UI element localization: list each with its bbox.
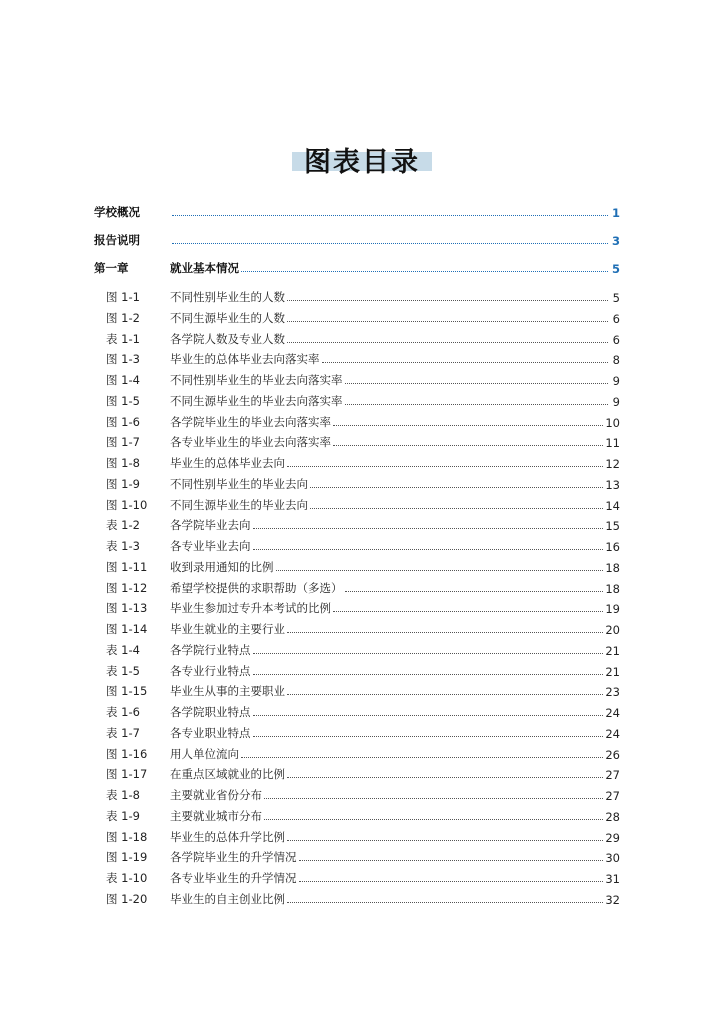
toc-entry[interactable] (94, 430, 620, 450)
toc-entry[interactable] (94, 347, 620, 367)
toc-entry[interactable] (94, 742, 620, 762)
toc-entry[interactable] (94, 845, 620, 865)
toc-entry-label: 表 1-4 (106, 643, 140, 657)
toc-entry-title: 用人单位流向 (170, 747, 239, 761)
toc-entry-page: 32 (605, 893, 620, 907)
toc-entry[interactable] (94, 493, 620, 513)
toc-entry-page: 19 (605, 602, 620, 616)
toc-entry-page: 5 (612, 291, 620, 305)
toc-entry-page: 5 (611, 262, 620, 276)
toc-entry-page: 28 (605, 810, 620, 824)
toc-section-entry[interactable] (94, 228, 620, 248)
toc-entry-label: 学校概况 (94, 205, 140, 219)
toc-entry[interactable] (94, 721, 620, 741)
toc-entry[interactable] (94, 327, 620, 347)
dot-leader (345, 591, 604, 592)
toc-entry-label: 表 1-10 (106, 871, 148, 885)
toc-entry-page: 6 (612, 333, 620, 347)
toc-entry-label: 图 1-2 (106, 311, 140, 325)
page-title-text: 图表目录 (304, 147, 420, 178)
toc-entry-page: 12 (605, 457, 620, 471)
toc-entry[interactable] (94, 513, 620, 533)
dot-leader (287, 840, 603, 841)
dot-leader (345, 383, 609, 384)
toc-entry-title: 毕业生的自主创业比例 (170, 892, 285, 906)
toc-entry-title: 毕业生的总体毕业去向落实率 (170, 352, 320, 366)
toc-entry[interactable] (94, 866, 620, 886)
toc-entry-title: 主要就业省份分布 (170, 788, 262, 802)
toc-entry-label: 图 1-3 (106, 352, 140, 366)
dot-leader (253, 715, 604, 716)
toc-entry-title: 各学院毕业生的升学情况 (170, 850, 297, 864)
toc-entry-page: 31 (605, 872, 620, 886)
toc-entry[interactable] (94, 389, 620, 409)
toc-entry-label: 表 1-2 (106, 518, 140, 532)
toc-entry-title: 各专业职业特点 (170, 726, 251, 740)
toc-entry-page: 29 (605, 831, 620, 845)
toc-entry-label: 图 1-20 (106, 892, 148, 906)
toc-entry-page: 15 (605, 519, 620, 533)
toc-entry-page: 18 (605, 582, 620, 596)
dot-leader (287, 694, 603, 695)
toc-section-entry[interactable] (94, 200, 620, 220)
toc-entry-page: 21 (605, 665, 620, 679)
toc-entry[interactable] (94, 451, 620, 471)
toc-entry[interactable] (94, 285, 620, 305)
dot-leader (264, 798, 603, 799)
dot-leader (253, 736, 604, 737)
dot-leader (310, 487, 603, 488)
dot-leader (322, 362, 609, 363)
dot-leader (241, 757, 603, 758)
toc-entry[interactable] (94, 783, 620, 803)
toc-entry-label: 表 1-8 (106, 788, 140, 802)
toc-entry-label: 图 1-12 (106, 581, 148, 595)
toc-entry-title: 就业基本情况 (170, 261, 239, 275)
toc-entry[interactable] (94, 534, 620, 554)
toc-entry-page: 21 (605, 644, 620, 658)
toc-entry-title: 毕业生就业的主要行业 (170, 622, 285, 636)
toc-entry[interactable] (94, 555, 620, 575)
toc-entry-label: 图 1-16 (106, 747, 148, 761)
toc-entry[interactable] (94, 617, 620, 637)
toc-entry-title: 不同性别毕业生的毕业去向落实率 (170, 373, 343, 387)
toc-entry-page: 1 (611, 206, 620, 220)
toc-entry-title: 不同生源毕业生的毕业去向落实率 (170, 394, 343, 408)
toc-entry-page: 24 (605, 706, 620, 720)
toc-entry-label: 图 1-5 (106, 394, 140, 408)
toc-entry-label: 图 1-13 (106, 601, 148, 615)
dot-leader (287, 902, 603, 903)
toc-entry-label: 图 1-8 (106, 456, 140, 470)
toc-entry-title: 在重点区域就业的比例 (170, 767, 285, 781)
toc-entry-label: 图 1-1 (106, 290, 140, 304)
toc-entry-label: 表 1-9 (106, 809, 140, 823)
toc-entry-label: 图 1-6 (106, 415, 140, 429)
toc-entry-label: 第一章 (94, 261, 129, 275)
toc-entry[interactable] (94, 762, 620, 782)
toc-entry-page: 30 (605, 851, 620, 865)
toc-entry-label: 图 1-17 (106, 767, 148, 781)
dot-leader (287, 300, 608, 301)
dot-leader (287, 632, 603, 633)
toc-entry[interactable] (94, 368, 620, 388)
toc-entry-page: 3 (611, 234, 620, 248)
toc-entry[interactable] (94, 306, 620, 326)
toc-entry-page: 20 (605, 623, 620, 637)
dot-leader (264, 819, 603, 820)
dot-leader (287, 321, 608, 322)
toc-entry-title: 主要就业城市分布 (170, 809, 262, 823)
dot-leader (253, 528, 604, 529)
dot-leader (172, 243, 608, 244)
toc-entry-page: 26 (605, 748, 620, 762)
toc-entry-label: 图 1-11 (106, 560, 148, 574)
toc-entry[interactable] (94, 596, 620, 616)
dot-leader (287, 342, 608, 343)
toc-entry-title: 各专业毕业生的毕业去向落实率 (170, 435, 331, 449)
dot-leader (299, 860, 604, 861)
toc-entry-label: 图 1-4 (106, 373, 140, 387)
toc-entry-page: 8 (612, 353, 620, 367)
toc-entry-title: 各专业毕业生的升学情况 (170, 871, 297, 885)
dot-leader (172, 215, 608, 216)
toc-entry-label: 表 1-6 (106, 705, 140, 719)
dot-leader (287, 466, 603, 467)
dot-leader (310, 508, 603, 509)
toc-entry[interactable] (94, 638, 620, 658)
toc-entry-page: 9 (612, 395, 620, 409)
toc-entry-page: 27 (605, 789, 620, 803)
toc-entry[interactable] (94, 679, 620, 699)
toc-entry[interactable] (94, 804, 620, 824)
toc-entry-title: 不同生源毕业生的毕业去向 (170, 498, 308, 512)
toc-entry-label: 图 1-9 (106, 477, 140, 491)
toc-entry[interactable] (94, 410, 620, 430)
toc-entry-label: 图 1-19 (106, 850, 148, 864)
dot-leader (333, 425, 603, 426)
toc-entry-title: 各专业行业特点 (170, 664, 251, 678)
toc-entry-page: 6 (612, 312, 620, 326)
toc-entry[interactable] (94, 576, 620, 596)
toc-entry-title: 收到录用通知的比例 (170, 560, 274, 574)
toc-entry-page: 18 (605, 561, 620, 575)
toc-entry-page: 9 (612, 374, 620, 388)
dot-leader (253, 674, 604, 675)
toc-entry[interactable] (94, 659, 620, 679)
toc-entry-label: 图 1-7 (106, 435, 140, 449)
toc-entry-title: 毕业生的总体升学比例 (170, 830, 285, 844)
toc-entry-label: 图 1-10 (106, 498, 148, 512)
dot-leader (333, 611, 603, 612)
toc-entry-label: 表 1-5 (106, 664, 140, 678)
toc-entry[interactable] (94, 825, 620, 845)
toc-entry-page: 16 (605, 540, 620, 554)
toc-entry-label: 报告说明 (94, 233, 140, 247)
toc-entry-label: 图 1-15 (106, 684, 148, 698)
toc-entry-title: 毕业生参加过专升本考试的比例 (170, 601, 331, 615)
toc-entry-page: 13 (605, 478, 620, 492)
toc-entry[interactable] (94, 472, 620, 492)
toc-entry-page: 11 (605, 436, 620, 450)
dot-leader (276, 570, 604, 571)
toc-entry[interactable] (94, 700, 620, 720)
toc-section-entry[interactable] (94, 256, 620, 276)
toc-entry-title: 毕业生的总体毕业去向 (170, 456, 285, 470)
toc-entry-title: 各学院职业特点 (170, 705, 251, 719)
toc-entry-title: 不同性别毕业生的毕业去向 (170, 477, 308, 491)
toc-entry-label: 图 1-14 (106, 622, 148, 636)
page-title (294, 140, 430, 179)
toc-entry-page: 14 (605, 499, 620, 513)
dot-leader (253, 653, 604, 654)
dot-leader (299, 881, 604, 882)
toc-entry-title: 不同性别毕业生的人数 (170, 290, 285, 304)
toc-entry-title: 各学院毕业去向 (170, 518, 251, 532)
toc-entry[interactable] (94, 887, 620, 907)
toc-entry-label: 表 1-1 (106, 332, 140, 346)
toc-entry-page: 10 (605, 416, 620, 430)
toc-entry-title: 各学院毕业生的毕业去向落实率 (170, 415, 331, 429)
toc-entry-title: 各专业毕业去向 (170, 539, 251, 553)
toc-entry-title: 不同生源毕业生的人数 (170, 311, 285, 325)
title-wrap (0, 140, 724, 179)
toc-entry-title: 希望学校提供的求职帮助（多选） (170, 581, 343, 595)
dot-leader (345, 404, 609, 405)
toc-entry-label: 表 1-7 (106, 726, 140, 740)
toc-entry-label: 表 1-3 (106, 539, 140, 553)
dot-leader (253, 549, 604, 550)
toc-entry-page: 27 (605, 768, 620, 782)
toc-entry-title: 各学院行业特点 (170, 643, 251, 657)
toc-entry-page: 23 (605, 685, 620, 699)
toc-entry-title: 各学院人数及专业人数 (170, 332, 285, 346)
dot-leader (287, 777, 603, 778)
toc-entry-title: 毕业生从事的主要职业 (170, 684, 285, 698)
toc-entry-label: 图 1-18 (106, 830, 148, 844)
dot-leader (333, 445, 603, 446)
toc-entry-page: 24 (605, 727, 620, 741)
dot-leader (241, 271, 608, 272)
